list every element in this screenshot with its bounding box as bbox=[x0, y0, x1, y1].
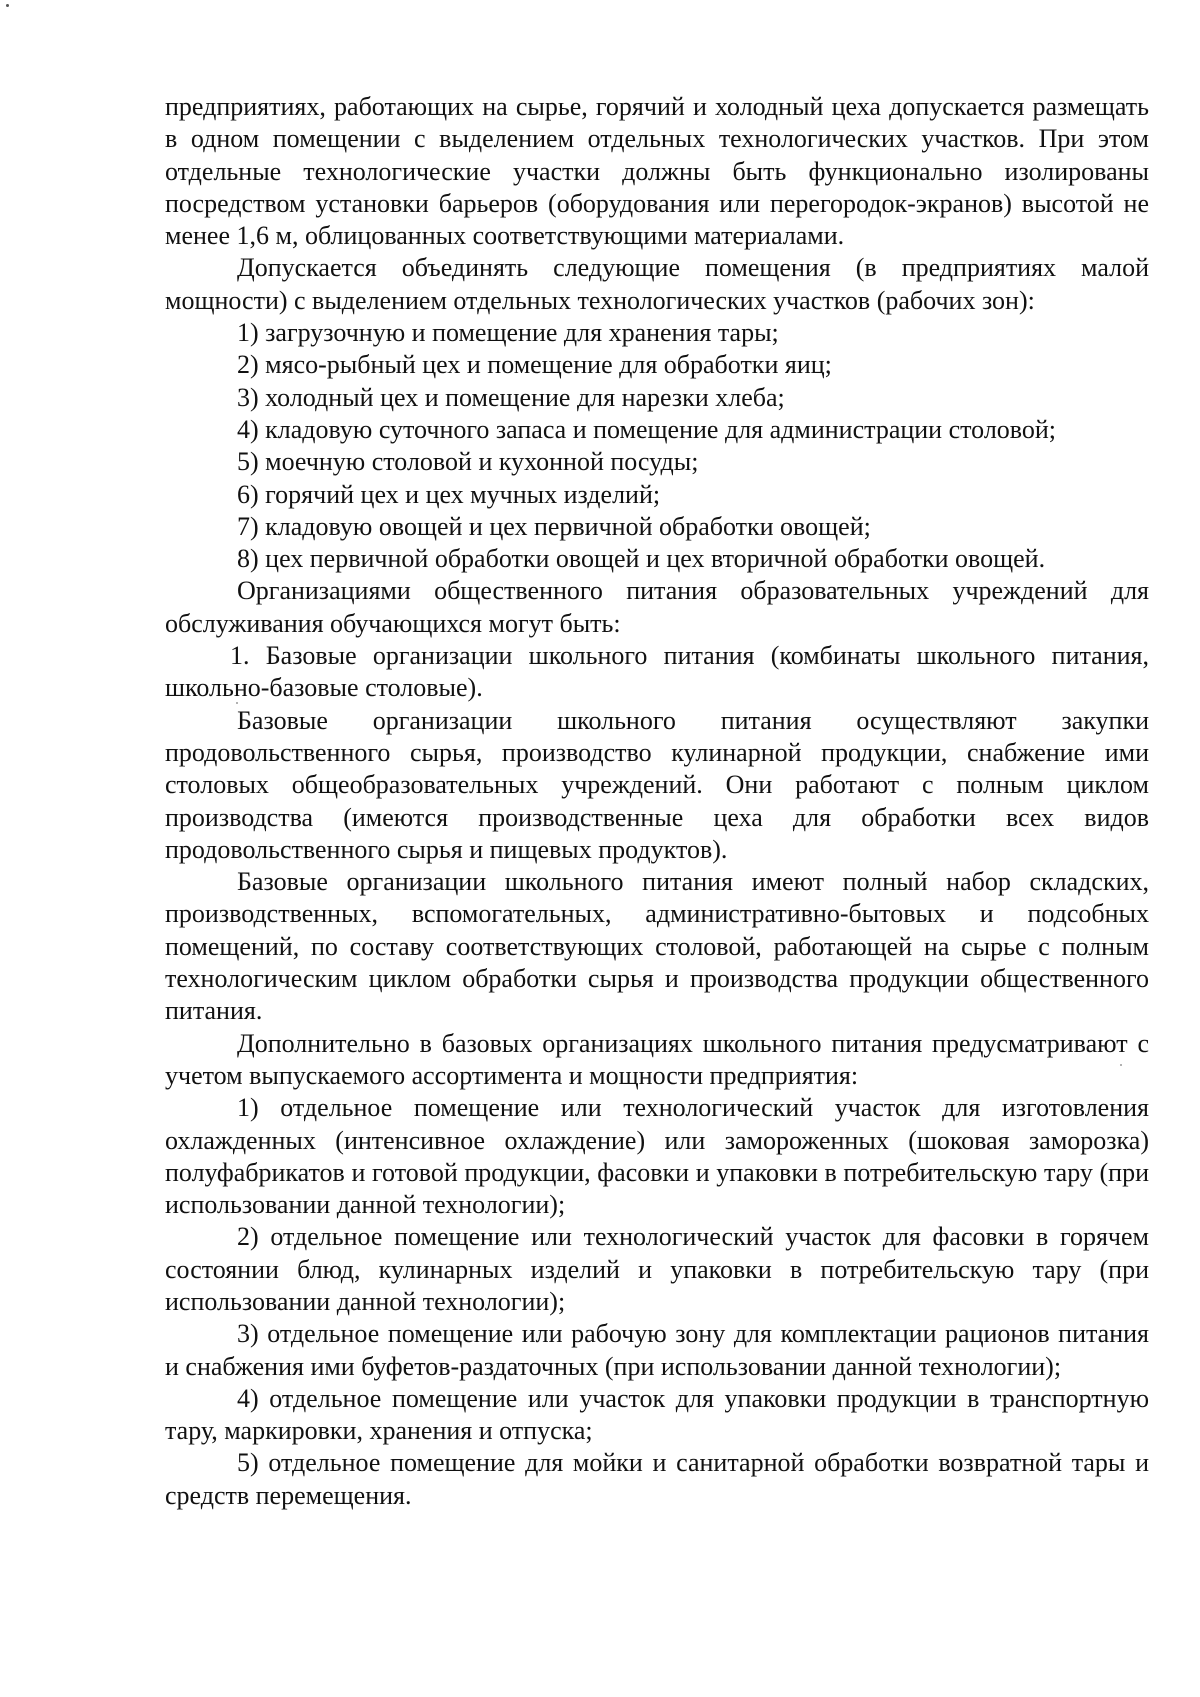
list-item-combine-3: 3) холодный цех и помещение для нарезки хлеба; bbox=[237, 382, 785, 412]
paragraph-additional-intro: Дополнительно в базовых организациях школьного питания предусматривают с учетом выпускаемого ассортимента и мощности предприятия: bbox=[165, 1028, 1149, 1090]
list-item-combine-6: 6) горячий цех и цех мучных изделий; bbox=[237, 479, 661, 509]
numbered-item-base-organizations: 1. Базовые организации школьного питания (комбинаты школьного питания, школьно-базовые столовые). bbox=[165, 641, 1149, 703]
list-item-combine-4: 4) кладовую суточного запаса и помещение для администрации столовой; bbox=[237, 414, 1057, 444]
paragraph-organizations-intro: Организациями общественного питания образовательных учреждений для обслуживания обучающихся могут быть: bbox=[165, 576, 1149, 638]
list-item-additional-5: 5) отдельное помещение для мойки и санитарной обработки возвратной тары и средств перемещения. bbox=[165, 1448, 1149, 1510]
paragraph-continuation: предприятиях, работающих на сырье, горячий и холодный цеха допускается размещать в одном помещении с выделением отдельных технологических участков. При этом отдельные технологические участки должны быть функционально изолированы посредством установки барьеров (оборудования или перегородок-экранов) высотой не менее 1,6 м, облицованных соответствующими материалами. bbox=[165, 92, 1149, 251]
paragraph-combine-intro: Допускается объединять следующие помещения (в предприятиях малой мощности) с выделением отдельных технологических участков (рабочих зон): bbox=[165, 253, 1149, 315]
list-item-combine-8: 8) цех первичной обработки овощей и цех вторичной обработки овощей. bbox=[237, 544, 1046, 574]
list-item-additional-2: 2) отдельное помещение или технологический участок для фасовки в горячем состоянии блюд, кулинарных изделий и упаковки в потребительскую тару (при использовании данной технологии); bbox=[165, 1222, 1149, 1316]
list-item-combine-2: 2) мясо-рыбный цех и помещение для обработки яиц; bbox=[237, 350, 832, 380]
scan-mark bbox=[6, 4, 9, 7]
document-body bbox=[165, 91, 1149, 1512]
list-item-additional-1: 1) отдельное помещение или технологический участок для изготовления охлажденных (интенсивное охлаждение) или замороженных (шоковая заморозка) полуфабрикатов и готовой продукции, фасовки и упаковки в потребительскую тару (при использовании данной технологии); bbox=[165, 1093, 1149, 1220]
list-item-additional-3: 3) отдельное помещение или рабочую зону для комплектации рационов питания и снабжения ими буфетов-раздаточных (при использовании данной технологии); bbox=[165, 1319, 1149, 1381]
list-item-combine-1: 1) загрузочную и помещение для хранения тары; bbox=[237, 318, 779, 348]
paragraph-base-premises: Базовые организации школьного питания имеют полный набор складских, производственных, вспомогательных, административно-бытовых и подсобных помещений, по составу соответствующих столовой, работающей на сырье с полным технологическим циклом обработки сырья и производства продукции общественного питания. bbox=[165, 867, 1149, 1026]
paragraph-base-procurement: Базовые организации школьного питания осуществляют закупки продовольственного сырья, производство кулинарной продукции, снабжение ими столовых общеобразовательных учреждений. Они работают с полным циклом производства (имеются производственные цеха для обработки всех видов продовольственного сырья и пищевых продуктов). bbox=[165, 705, 1149, 864]
list-item-additional-4: 4) отдельное помещение или участок для упаковки продукции в транспортную тару, маркировки, хранения и отпуска; bbox=[165, 1383, 1149, 1446]
list-item-combine-5: 5) моечную столовой и кухонной посуды; bbox=[237, 447, 699, 477]
list-item-combine-7: 7) кладовую овощей и цех первичной обработки овощей; bbox=[237, 511, 871, 541]
